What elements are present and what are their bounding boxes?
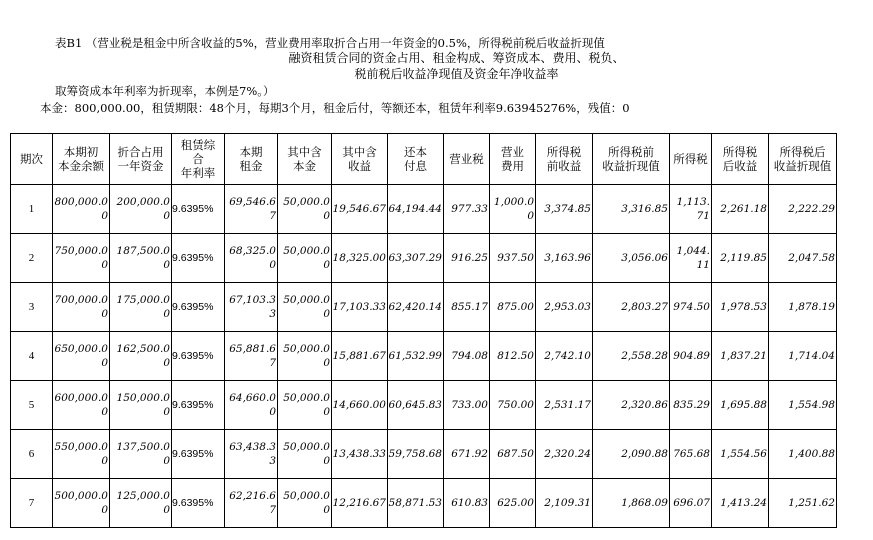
table-cell: 650,000.00 [53, 332, 110, 381]
table-row [11, 332, 837, 381]
column-header: 还本 付息 [388, 134, 444, 185]
table-cell: 500,000.00 [53, 479, 110, 528]
table-cell: 671.92 [444, 430, 490, 479]
title-line-2: 税前税后收益净现值及资金年净收益率 [354, 67, 559, 81]
table-cell: 750.00 [490, 381, 536, 430]
table-cell: 3 [11, 283, 53, 332]
column-header: 租赁综 合 年利率 [172, 134, 225, 185]
table-cell: 58,871.53 [388, 479, 444, 528]
table-cell: 3,374.85 [536, 185, 593, 234]
table-cell: 50,000.00 [278, 332, 332, 381]
note-line-1: 表B1 （营业税是租金中所含收益的5%，营业费用率取折合占用一年资金的0.5%，所得税前税后收益折现值 [55, 36, 605, 50]
table-cell: 5 [11, 381, 53, 430]
table-cell: 765.68 [670, 430, 712, 479]
lease-schedule-table [10, 133, 837, 528]
column-header: 营业 费用 [490, 134, 536, 185]
table-cell: 9.6395% [172, 185, 225, 234]
table-cell: 1,714.04 [769, 332, 837, 381]
table-cell: 2,558.28 [593, 332, 670, 381]
table-cell: 700,000.00 [53, 283, 110, 332]
table-cell: 2,803.27 [593, 283, 670, 332]
table-cell: 2,320.86 [593, 381, 670, 430]
table-cell: 855.17 [444, 283, 490, 332]
table-cell: 550,000.00 [53, 430, 110, 479]
table-cell: 687.50 [490, 430, 536, 479]
table-cell: 904.89 [670, 332, 712, 381]
table-cell: 125,000.00 [110, 479, 172, 528]
column-header: 其中含 收益 [332, 134, 388, 185]
table-cell: 2,953.03 [536, 283, 593, 332]
table-cell: 4 [11, 332, 53, 381]
column-header: 所得税后 收益折现值 [769, 134, 837, 185]
table-cell: 1,554.98 [769, 381, 837, 430]
column-header: 所得税前 收益折现值 [593, 134, 670, 185]
table-cell: 62,420.14 [388, 283, 444, 332]
table-cell: 2,261.18 [712, 185, 769, 234]
table-cell: 50,000.00 [278, 479, 332, 528]
table-cell: 6 [11, 430, 53, 479]
table-cell: 59,758.68 [388, 430, 444, 479]
table-cell: 974.50 [670, 283, 712, 332]
note-line-2: 取筹资成本年利率为折现率，本例是7%。） [55, 84, 275, 98]
table-cell: 9.6395% [172, 430, 225, 479]
column-header: 所得税 后收益 [712, 134, 769, 185]
table-cell: 18,325.00 [332, 234, 388, 283]
table-cell: 1,868.09 [593, 479, 670, 528]
table-row [11, 430, 837, 479]
table-row [11, 479, 837, 528]
table-cell: 50,000.00 [278, 381, 332, 430]
table-cell: 1 [11, 185, 53, 234]
table-row [11, 185, 837, 234]
table-cell: 733.00 [444, 381, 490, 430]
table-cell: 2,742.10 [536, 332, 593, 381]
table-row [11, 283, 837, 332]
table-cell: 187,500.00 [110, 234, 172, 283]
table-cell: 64,194.44 [388, 185, 444, 234]
table-cell: 937.50 [490, 234, 536, 283]
table-cell: 50,000.00 [278, 430, 332, 479]
table-cell: 1,837.21 [712, 332, 769, 381]
table-cell: 175,000.00 [110, 283, 172, 332]
table-cell: 3,163.96 [536, 234, 593, 283]
table-cell: 9.6395% [172, 234, 225, 283]
table-cell: 162,500.00 [110, 332, 172, 381]
table-cell: 794.08 [444, 332, 490, 381]
table-cell: 1,413.24 [712, 479, 769, 528]
table-cell: 2,047.58 [769, 234, 837, 283]
table-cell: 60,645.83 [388, 381, 444, 430]
title-line-1: 融资租赁合同的资金占用、租金构成、筹资成本、费用、税负、 [288, 51, 625, 65]
table-cell: 69,546.67 [225, 185, 278, 234]
table-cell: 1,695.88 [712, 381, 769, 430]
column-header: 折合占用 一年资金 [110, 134, 172, 185]
table-title [0, 50, 873, 82]
table-cell: 9.6395% [172, 479, 225, 528]
table-cell: 9.6395% [172, 332, 225, 381]
table-cell: 2,222.29 [769, 185, 837, 234]
table-cell: 875.00 [490, 283, 536, 332]
table-row [11, 234, 837, 283]
table-cell: 137,500.00 [110, 430, 172, 479]
table-cell: 1,113.71 [670, 185, 712, 234]
table-cell: 2,119.85 [712, 234, 769, 283]
table-cell: 2,109.31 [536, 479, 593, 528]
table-cell: 977.33 [444, 185, 490, 234]
table-cell: 62,216.67 [225, 479, 278, 528]
table-cell: 12,216.67 [332, 479, 388, 528]
table-cell: 63,307.29 [388, 234, 444, 283]
table-cell: 2,320.24 [536, 430, 593, 479]
table-cell: 13,438.33 [332, 430, 388, 479]
table-cell: 50,000.00 [278, 283, 332, 332]
table-cell: 150,000.00 [110, 381, 172, 430]
table-row [11, 381, 837, 430]
table-cell: 65,881.67 [225, 332, 278, 381]
table-cell: 61,532.99 [388, 332, 444, 381]
column-header: 所得税 [670, 134, 712, 185]
table-cell: 14,660.00 [332, 381, 388, 430]
table-cell: 1,878.19 [769, 283, 837, 332]
table-cell: 7 [11, 479, 53, 528]
table-cell: 3,056.06 [593, 234, 670, 283]
table-cell: 1,044.11 [670, 234, 712, 283]
table-cell: 15,881.67 [332, 332, 388, 381]
table-cell: 1,554.56 [712, 430, 769, 479]
table-cell: 1,978.53 [712, 283, 769, 332]
table-cell: 1,400.88 [769, 430, 837, 479]
table-cell: 63,438.33 [225, 430, 278, 479]
table-cell: 600,000.00 [53, 381, 110, 430]
table-cell: 835.29 [670, 381, 712, 430]
table-cell: 800,000.00 [53, 185, 110, 234]
lease-parameters: 本金：800,000.00，租赁期限：48个月，每期3个月，租金后付，等额还本，租赁年利率9.63945276%，残值：0 [40, 101, 630, 115]
table-cell: 2 [11, 234, 53, 283]
table-cell: 812.50 [490, 332, 536, 381]
table-cell: 17,103.33 [332, 283, 388, 332]
table-cell: 1,000.00 [490, 185, 536, 234]
column-header: 期次 [11, 134, 53, 185]
table-cell: 3,316.85 [593, 185, 670, 234]
table-cell: 625.00 [490, 479, 536, 528]
table-cell: 50,000.00 [278, 234, 332, 283]
table-cell: 64,660.00 [225, 381, 278, 430]
column-header: 其中含 本金 [278, 134, 332, 185]
table-cell: 916.25 [444, 234, 490, 283]
table-cell: 750,000.00 [53, 234, 110, 283]
table-cell: 1,251.62 [769, 479, 837, 528]
table-cell: 610.83 [444, 479, 490, 528]
table-cell: 696.07 [670, 479, 712, 528]
table-cell: 50,000.00 [278, 185, 332, 234]
table-cell: 200,000.00 [110, 185, 172, 234]
table-cell: 9.6395% [172, 381, 225, 430]
table-cell: 2,090.88 [593, 430, 670, 479]
header-row [11, 134, 837, 185]
table-cell: 19,546.67 [332, 185, 388, 234]
column-header: 本期初 本金余额 [53, 134, 110, 185]
table-cell: 9.6395% [172, 283, 225, 332]
column-header: 营业税 [444, 134, 490, 185]
table-cell: 2,531.17 [536, 381, 593, 430]
column-header: 所得税 前收益 [536, 134, 593, 185]
column-header: 本期 租金 [225, 134, 278, 185]
table-cell: 68,325.00 [225, 234, 278, 283]
table-cell: 67,103.33 [225, 283, 278, 332]
